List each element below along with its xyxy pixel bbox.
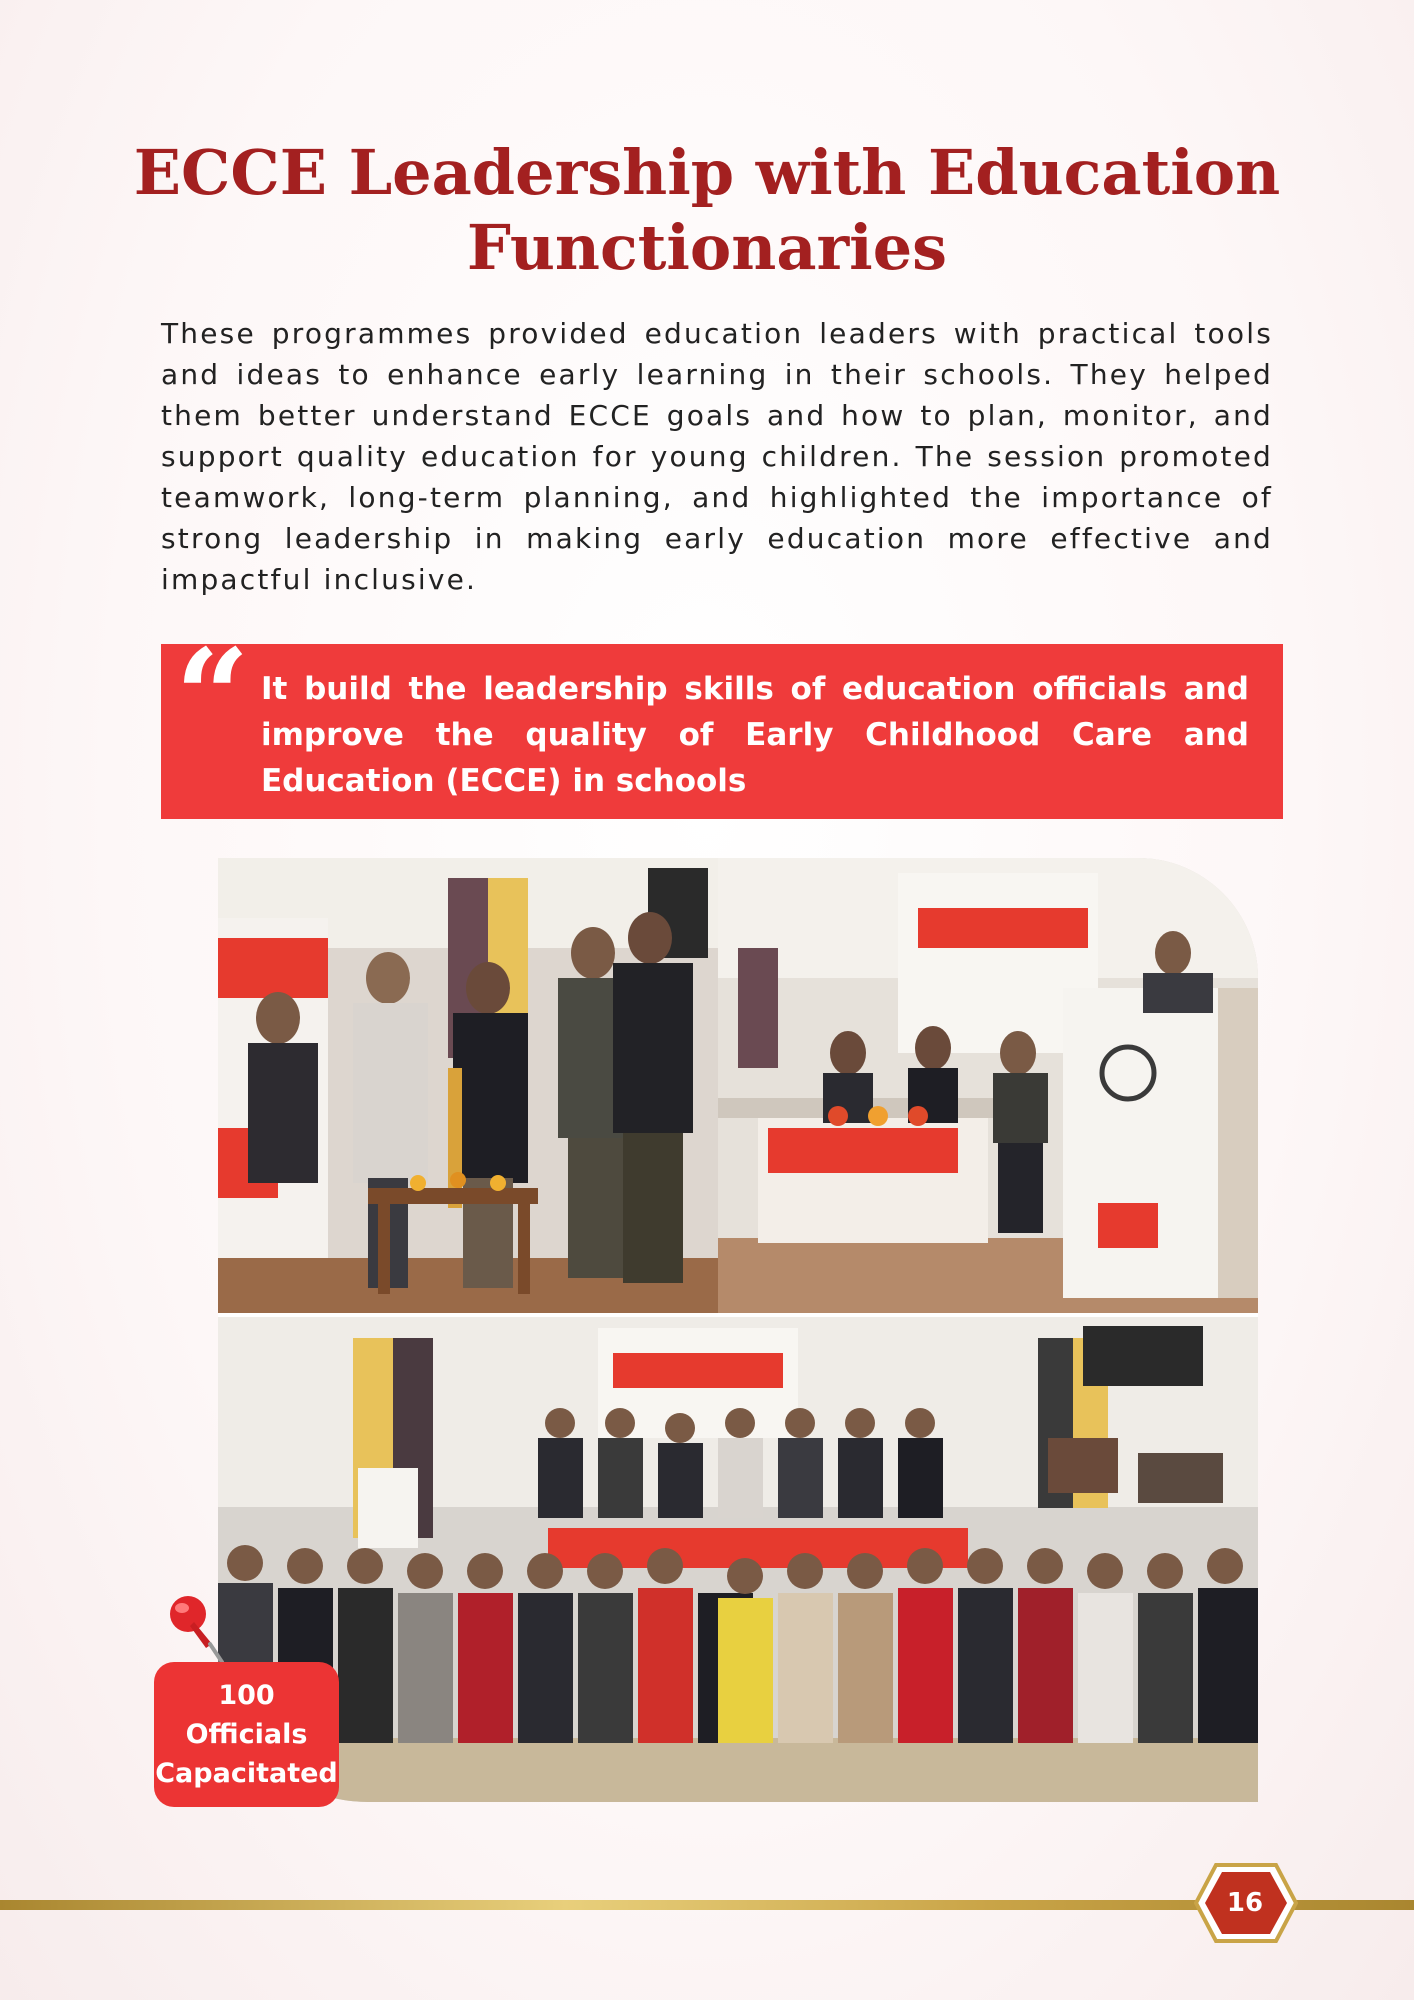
photo-collage (218, 858, 1258, 1802)
quote-callout (161, 620, 1283, 819)
lamp-lighting-photo (218, 858, 718, 1313)
quote-open-icon: “ (175, 620, 250, 773)
quote-text: It build the leadership skills of education officials and improve the quality of Early Childhood Care and Education (ECCE) in schools (261, 671, 1249, 799)
page-number: 16 (1226, 1888, 1264, 1918)
page-title: ECCE Leadership with Education Functionaries (133, 136, 1281, 284)
body-paragraph: These programmes provided education leaders with practical tools and ideas to enhance early learning in their schools. They helped them better understand ECCE goals and how to plan, monitor, and support quality education for young children. The session promoted teamwork, long-term planning, and highlighted the importance of strong leadership in making early education more effective and impactful inclusive. (161, 317, 1273, 596)
dais-panel-photo (718, 858, 1258, 1313)
badge-label-officials: Officials (185, 1719, 308, 1750)
badge-label-capacitated: Capacitated (155, 1758, 338, 1789)
officials-capacitated-badge (154, 1662, 339, 1807)
push-pin-icon (160, 1592, 240, 1672)
group-photo (218, 1317, 1258, 1802)
badge-count: 100 (218, 1680, 275, 1711)
